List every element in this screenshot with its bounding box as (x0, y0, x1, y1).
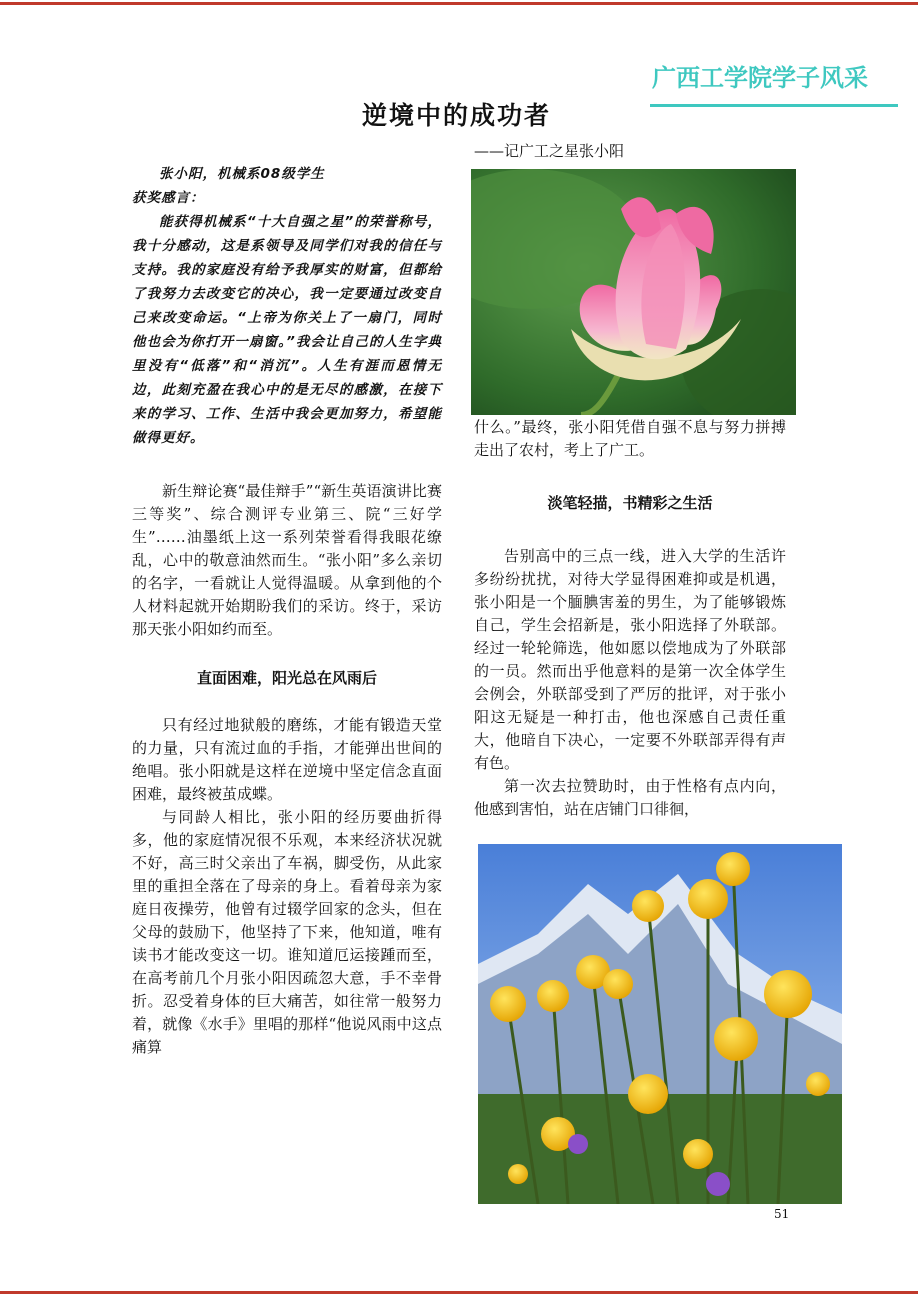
right-paragraph-2: 第一次去拉赞助时，由于性格有点内向，他感到害怕，站在店铺门口徘徊， (474, 777, 786, 818)
intro-paragraph: 新生辩论赛“最佳辩手”“新生英语演讲比赛三等奖”、综合测评专业第三、院“三好学生”……油墨纸上这一系列荣誉看得我眼花缭乱，心中的敬意油然而生。“张小阳”多么亲切的名字，一看就让人觉得温暖。从拿到他的个人材料起就开始期盼我们的采访。终于，采访那天张小阳如约而至。 (132, 482, 442, 638)
award-quote (132, 162, 442, 450)
lotus-photo (471, 169, 796, 415)
left-paragraph-2: 与同龄人相比，张小阳的经历要曲折得多，他的家庭情况很不乐观，本来经济状况就不好，高三时父亲出了车祸，脚受伤，从此家里的重担全落在了母亲的身上。看着母亲为家庭日夜操劳，他曾有过辍学回家的念头，但在父母的鼓励下，他坚持了下来，他知道，唯有读书才能改变这一切。谁知道厄运接踵而至，在高考前几个月张小阳因疏忽大意，手不幸骨折。忍受着身体的巨大痛苦，如往常一般努力着，就像《水手》里唱的那样“他说风雨中这点痛算 (132, 808, 442, 1056)
continued-paragraph: 什么。”最终，张小阳凭借自强不息与努力拼搏走出了农村，考上了广工。 (474, 418, 786, 459)
article-title: 逆境中的成功者 (362, 101, 552, 130)
section-heading-1: 直面困难，阳光总在风雨后 (196, 669, 377, 687)
top-border (0, 2, 918, 5)
bottom-border (0, 1291, 918, 1294)
page-number: 51 (774, 1207, 790, 1221)
yellow-flowers-photo (478, 844, 842, 1204)
author-line: 张小阳，机械系08级学生 (159, 166, 325, 182)
left-paragraph-1: 只有经过地狱般的磨练，才能有锻造天堂的力量，只有流过血的手指，才能弹出世间的绝唱。张小阳就是这样在逆境中坚定信念直面困难，最终被茧成蝶。 (132, 716, 442, 803)
quote-text: 能获得机械系“十大自强之星”的荣誉称号，我十分感动，这是系领导及同学们对我的信任与支持。我的家庭没有给予我厚实的财富，但都给了我努力去改变它的决心，我一定要通过改变自己来改变命运。“上帝为你关上了一扇门，同时他也会为你打开一扇窗。”我会让自己的人生字典里没有“低落”和“消沉”。人生有涯而恩情无边，此刻充盈在我心中的是无尽的感激，在接下来的学习、工作、生活中我会更加努力，希望能做得更好。 (132, 214, 442, 446)
article-subtitle: ——记广工之星张小阳 (474, 142, 625, 160)
section-heading-2: 淡笔轻描，书精彩之生活 (547, 494, 713, 512)
left-column (132, 162, 442, 1059)
award-label: 获奖感言： (132, 190, 205, 206)
lotus-flower-image (471, 169, 796, 415)
magazine-brand: 广西工学院学子风采 (652, 64, 868, 92)
right-column (474, 416, 786, 821)
right-paragraph-1: 告别高中的三点一线，进入大学的生活许多纷纷扰扰，对待大学显得困难抑或是机遇，张小阳是一个腼腆害羞的男生，为了能够锻炼自己，学生会招新是，张小阳选择了外联部。经过一轮轮筛选，他如愿以偿地成为了外联部的一员。然而出乎他意料的是第一次全体学生会例会，外联部受到了严厉的批评，对于张小阳这无疑是一种打击，他也深感自己责任重大，他暗自下决心，一定要不外联部弄得有声有色。 (474, 547, 786, 772)
brand-underline (650, 104, 898, 107)
yellow-flowers-image (478, 844, 842, 1204)
